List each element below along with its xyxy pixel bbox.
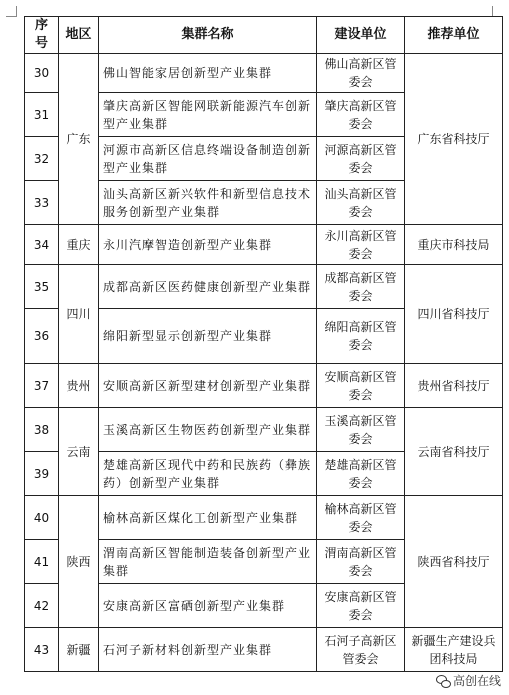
region-cell: 贵州 (59, 364, 99, 408)
table-row (25, 628, 503, 672)
builder-unit: 石河子高新区管委会 (317, 628, 405, 672)
builder-unit: 肇庆高新区管委会 (317, 93, 405, 137)
recommend-unit: 四川省科技厅 (405, 265, 503, 364)
wechat-icon (436, 675, 450, 687)
row-num: 40 (25, 496, 59, 540)
region-cell: 广东 (59, 54, 99, 225)
builder-unit: 汕头高新区管委会 (317, 181, 405, 225)
recommend-unit: 新疆生产建设兵团科技局 (405, 628, 503, 672)
builder-unit: 安康高新区管委会 (317, 584, 405, 628)
builder-unit: 河源高新区管委会 (317, 137, 405, 181)
cluster-name: 肇庆高新区智能网联新能源汽车创新型产业集群 (99, 93, 317, 137)
recommend-unit: 贵州省科技厅 (405, 364, 503, 408)
recommend-unit: 重庆市科技局 (405, 225, 503, 265)
header-region: 地区 (59, 17, 99, 54)
cluster-name: 永川汽摩智造创新型产业集群 (99, 225, 317, 265)
row-num: 36 (25, 309, 59, 364)
builder-unit: 佛山高新区管委会 (317, 54, 405, 93)
row-num: 39 (25, 452, 59, 496)
cluster-table (24, 16, 503, 672)
region-cell: 新疆 (59, 628, 99, 672)
builder-unit: 绵阳高新区管委会 (317, 309, 405, 364)
table-row (25, 225, 503, 265)
row-num: 34 (25, 225, 59, 265)
row-num: 38 (25, 408, 59, 452)
builder-unit: 成都高新区管委会 (317, 265, 405, 309)
recommend-unit: 陕西省科技厅 (405, 496, 503, 628)
cluster-name: 河源市高新区信息终端设备制造创新型产业集群 (99, 137, 317, 181)
cluster-name: 绵阳新型显示创新型产业集群 (99, 309, 317, 364)
cluster-name: 楚雄高新区现代中药和民族药（彝族药）创新型产业集群 (99, 452, 317, 496)
table-row (25, 54, 503, 93)
header-recommend: 推荐单位 (405, 17, 503, 54)
cluster-name: 汕头高新区新兴软件和新型信息技术服务创新型产业集群 (99, 181, 317, 225)
table-header-row (25, 17, 503, 54)
region-cell: 重庆 (59, 225, 99, 265)
table-row (25, 408, 503, 452)
table-row (25, 496, 503, 540)
cluster-name: 玉溪高新区生物医药创新型产业集群 (99, 408, 317, 452)
cluster-name: 佛山智能家居创新型产业集群 (99, 54, 317, 93)
row-num: 32 (25, 137, 59, 181)
cluster-name: 安顺高新区新型建材创新型产业集群 (99, 364, 317, 408)
row-num: 37 (25, 364, 59, 408)
page-corner-mark (6, 6, 17, 17)
header-builder: 建设单位 (317, 17, 405, 54)
row-num: 42 (25, 584, 59, 628)
region-cell: 四川 (59, 265, 99, 364)
region-cell: 陕西 (59, 496, 99, 628)
row-num: 31 (25, 93, 59, 137)
watermark (436, 672, 501, 689)
recommend-unit: 广东省科技厅 (405, 54, 503, 225)
cluster-name: 渭南高新区智能制造装备创新型产业集群 (99, 540, 317, 584)
row-num: 41 (25, 540, 59, 584)
row-num: 35 (25, 265, 59, 309)
table-row (25, 265, 503, 309)
watermark-text: 高创在线 (452, 674, 501, 688)
header-cluster: 集群名称 (99, 17, 317, 54)
builder-unit: 玉溪高新区管委会 (317, 408, 405, 452)
cluster-name: 榆林高新区煤化工创新型产业集群 (99, 496, 317, 540)
recommend-unit: 云南省科技厅 (405, 408, 503, 496)
builder-unit: 楚雄高新区管委会 (317, 452, 405, 496)
cluster-name: 安康高新区富硒创新型产业集群 (99, 584, 317, 628)
builder-unit: 永川高新区管委会 (317, 225, 405, 265)
row-num: 33 (25, 181, 59, 225)
row-num: 43 (25, 628, 59, 672)
cluster-name: 石河子新材料创新型产业集群 (99, 628, 317, 672)
builder-unit: 渭南高新区管委会 (317, 540, 405, 584)
cluster-name: 成都高新区医药健康创新型产业集群 (99, 265, 317, 309)
builder-unit: 安顺高新区管委会 (317, 364, 405, 408)
region-cell: 云南 (59, 408, 99, 496)
builder-unit: 榆林高新区管委会 (317, 496, 405, 540)
header-num: 序号 (25, 17, 59, 54)
table-row (25, 364, 503, 408)
row-num: 30 (25, 54, 59, 93)
